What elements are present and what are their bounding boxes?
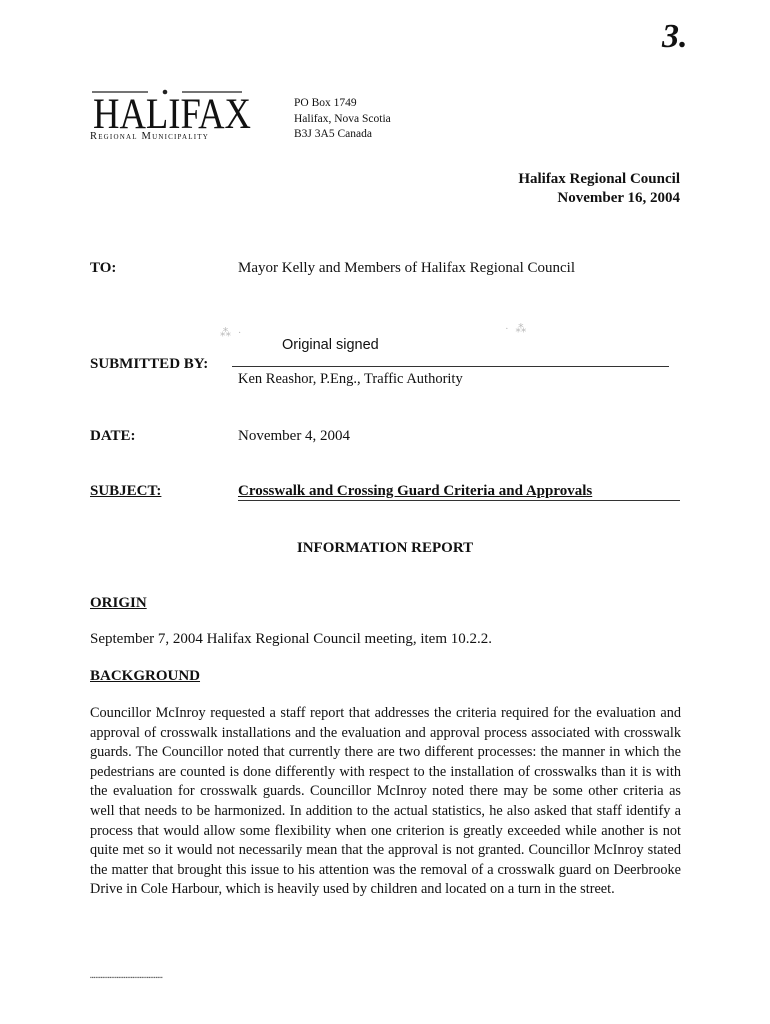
- subject-value: Crosswalk and Crossing Guard Criteria and Approvals: [238, 483, 593, 499]
- original-signed-note: Original signed: [282, 337, 379, 353]
- footer-file-path: ▪▪▪▪▪▪▪▪▪▪▪▪▪▪▪▪▪▪▪▪▪▪▪▪▪▪▪▪▪▪▪▪▪▪▪▪▪▪▪▪▪: [90, 976, 163, 981]
- date-value: November 4, 2004: [238, 428, 351, 444]
- meeting-date: November 16, 2004: [557, 190, 680, 206]
- signature-mark: ⁂ ·: [220, 327, 244, 339]
- address-line: PO Box 1749: [294, 97, 357, 109]
- handwritten-item-number: 3.: [662, 18, 688, 55]
- meeting-header: [518, 170, 680, 208]
- signature-line: [232, 366, 669, 367]
- address-line: B3J 3A5 Canada: [294, 128, 372, 140]
- subject-underline-rule: [238, 500, 680, 501]
- halifax-logo: [90, 88, 255, 142]
- address-line: Halifax, Nova Scotia: [294, 112, 391, 125]
- origin-heading: ORIGIN: [90, 595, 147, 611]
- date-label: DATE:: [90, 428, 136, 444]
- mailing-address: [294, 96, 391, 143]
- halifax-wordmark: [90, 88, 255, 130]
- logo-wordmark-text: HALIFAX: [93, 91, 251, 130]
- report-type-title: INFORMATION REPORT: [296, 540, 474, 556]
- origin-text: September 7, 2004 Halifax Regional Council meeting, item 10.2.2.: [90, 631, 493, 647]
- to-recipients: Mayor Kelly and Members of Halifax Regional Council: [238, 260, 576, 276]
- submitted-by-label: SUBMITTED BY:: [90, 356, 209, 372]
- council-name: Halifax Regional Council: [518, 171, 680, 187]
- background-paragraph: Councillor McInroy requested a staff report that addresses the criteria required for the evaluation and approval of crosswalk installations and the evaluation and approval process associated with crosswalk guards. The Councillor noted that currently there are two different processes: the manner in which the pedestrians are counted is done differently with respect to the installation of crosswalks than it is with the evaluation for crosswalk guards. Councillor McInroy noted there may be some other criteria as well that needs to be harmonized. In addition to the actual statistics, he also asked that staff identify a process that would allow some flexibility when one criterion is greatly exceeded while another is not quite met so it would not necessarily mean that the approval is not granted. Councillor McInroy stated the matter that brought this issue to his attention was the removal of a crosswalk guard on Deerbrooke Drive in Cole Harbour, which is heavily used by children and located on a turn in the street.: [90, 705, 681, 898]
- to-label: TO:: [90, 260, 117, 276]
- submitter-name: Ken Reashor, P.Eng., Traffic Authority: [238, 371, 463, 387]
- logo-subtitle: Regional Municipality: [90, 131, 209, 142]
- signature-mark: · ⁂: [505, 323, 529, 335]
- subject-label: SUBJECT:: [90, 483, 162, 499]
- background-heading: BACKGROUND: [90, 668, 201, 684]
